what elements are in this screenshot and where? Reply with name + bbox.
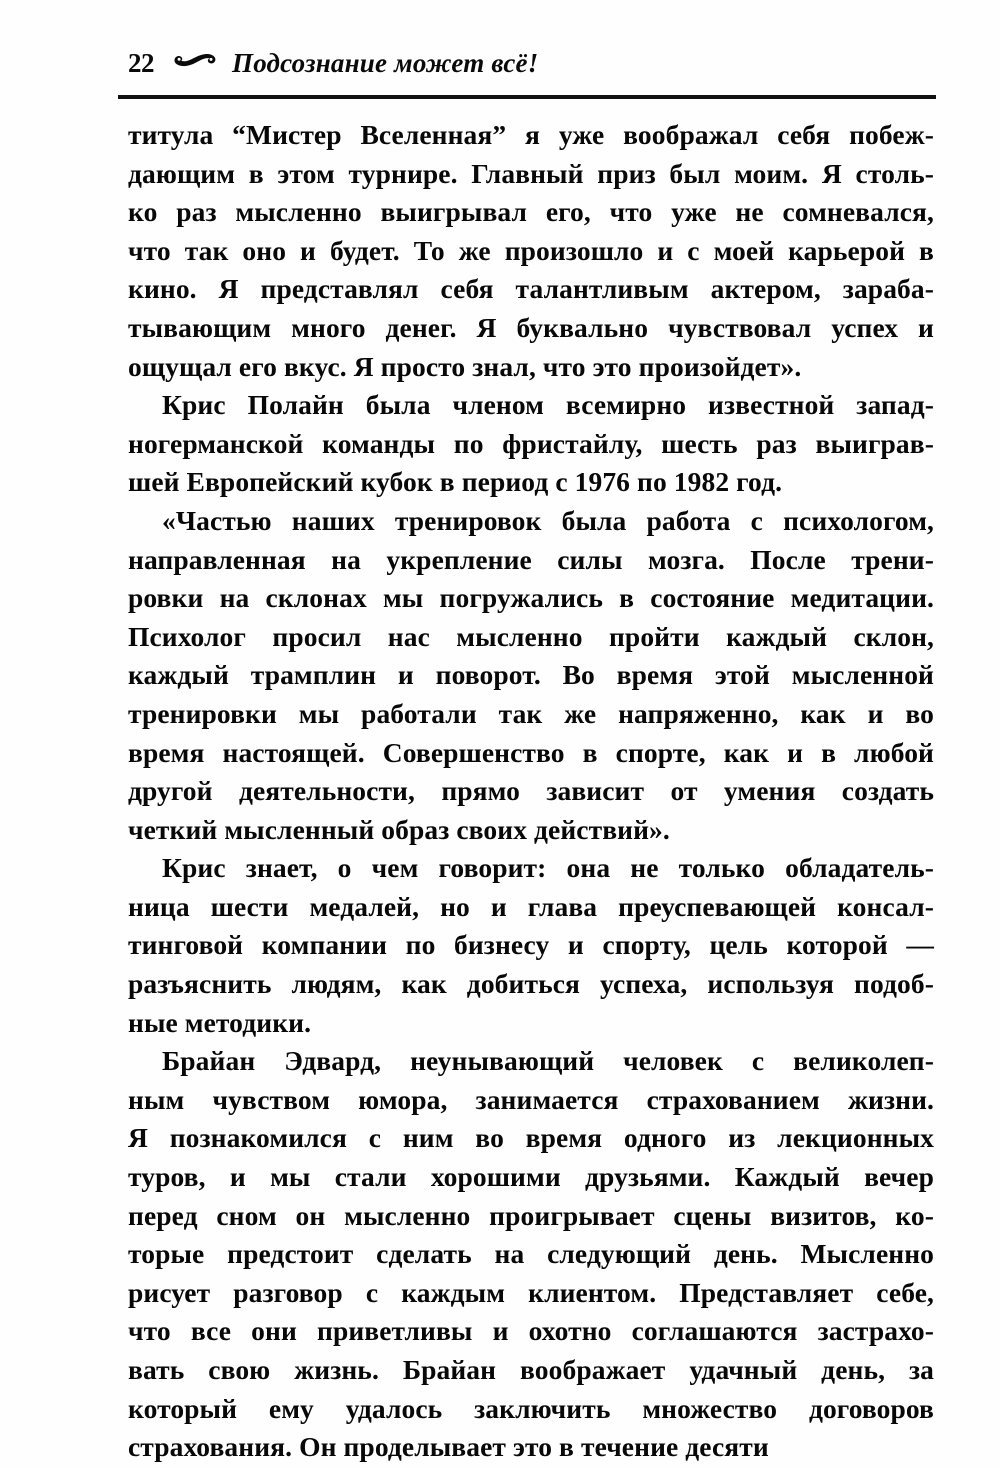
text-line: четкий мысленный образ своих действий». — [128, 813, 670, 845]
text-line: туров, и мы стали хорошими друзьями. Каждый вечер — [128, 1161, 934, 1193]
header-rule — [118, 95, 936, 99]
text-line: ным чувством юмора, занимается страхованием жизни. — [128, 1083, 934, 1115]
text-line: ровки на склонах мы погружались в состояние медитации. — [128, 582, 934, 614]
text-line: «Частью наших тренировок была работа с психологом, — [162, 504, 934, 536]
text-line: торые предстоит сделать на следующий день. Мысленно — [128, 1238, 934, 1270]
paragraph — [128, 386, 934, 502]
text-line: который ему удалось заключить множество договоров — [128, 1392, 934, 1424]
text-line: время настоящей. Совершенство в спорте, как и в любой — [128, 736, 934, 768]
text-line: ные методики. — [128, 1006, 312, 1038]
text-line: ница шести медалей, но и глава преуспевающей консал- — [128, 890, 934, 922]
text-line: Психолог просил нас мысленно пройти каждый склон, — [128, 620, 934, 652]
text-line: разъяснить людям, как добиться успеха, используя подоб- — [128, 968, 934, 1000]
text-line: другой деятельности, прямо зависит от умения создать — [128, 775, 934, 807]
text-line: направленная на укрепление силы мозга. После трени- — [128, 543, 934, 575]
text-line: Крис знает, о чем говорит: она не только обладатель- — [162, 852, 934, 884]
text-line: ко раз мысленно выигрывал его, что уже не сомневался, — [128, 196, 934, 228]
text-line: тренировки мы работали так же напряженно, как и во — [128, 697, 934, 729]
text-line: рисует разговор с каждым клиентом. Представляет себе, — [128, 1276, 934, 1308]
page-number: 22 — [128, 48, 154, 78]
text-line: ощущал его вкус. Я просто знал, что это произойдет». — [128, 350, 802, 382]
body-text-block — [128, 116, 934, 1467]
text-line: дающим в этом турнире. Главный приз был моим. Я столь- — [128, 157, 934, 189]
paragraph — [128, 849, 934, 1042]
text-line: что так оно и будет. То же произошло и с моей карьерой в — [128, 234, 934, 266]
text-line: что все они приветливы и охотно соглашаются застрахо- — [128, 1315, 934, 1347]
paragraph — [128, 502, 934, 849]
text-line: ногерманской команды по фристайлу, шесть раз выиграв- — [128, 427, 934, 459]
text-line: титула “Мистер Вселенная” я уже воображал себя побеж- — [128, 119, 934, 150]
running-title: Подсознание может всё! — [232, 48, 539, 78]
text-line: вать свою жизнь. Брайан воображает удачный день, за — [128, 1354, 934, 1385]
text-line: тывающим много денег. Я буквально чувствовал успех и — [128, 311, 934, 343]
text-line: Я познакомился с ним во время одного из лекционных — [128, 1122, 934, 1154]
paragraph — [128, 116, 934, 386]
text-line: тинговой компании по бизнесу и спорту, цель которой — — [128, 929, 934, 961]
running-header — [128, 50, 936, 94]
text-line: каждый трамплин и поворот. Во время этой мысленной — [128, 659, 934, 691]
paragraph — [128, 1042, 934, 1467]
text-line: Крис Полайн была членом всемирно известной запад- — [162, 389, 934, 421]
leaf-flourish-ornament — [172, 48, 218, 73]
text-line: кино. Я представлял себя талантливым актером, зараба- — [128, 273, 934, 305]
text-line: шей Европейский кубок в период с 1976 по 1982 год. — [128, 466, 783, 498]
text-line: страхования. Он проделывает это в течение десяти — [128, 1431, 769, 1463]
text-line: перед сном он мысленно проигрывает сцены визитов, ко- — [128, 1199, 934, 1231]
text-line: Брайан Эдвард, неунывающий человек с великолеп- — [162, 1045, 934, 1077]
